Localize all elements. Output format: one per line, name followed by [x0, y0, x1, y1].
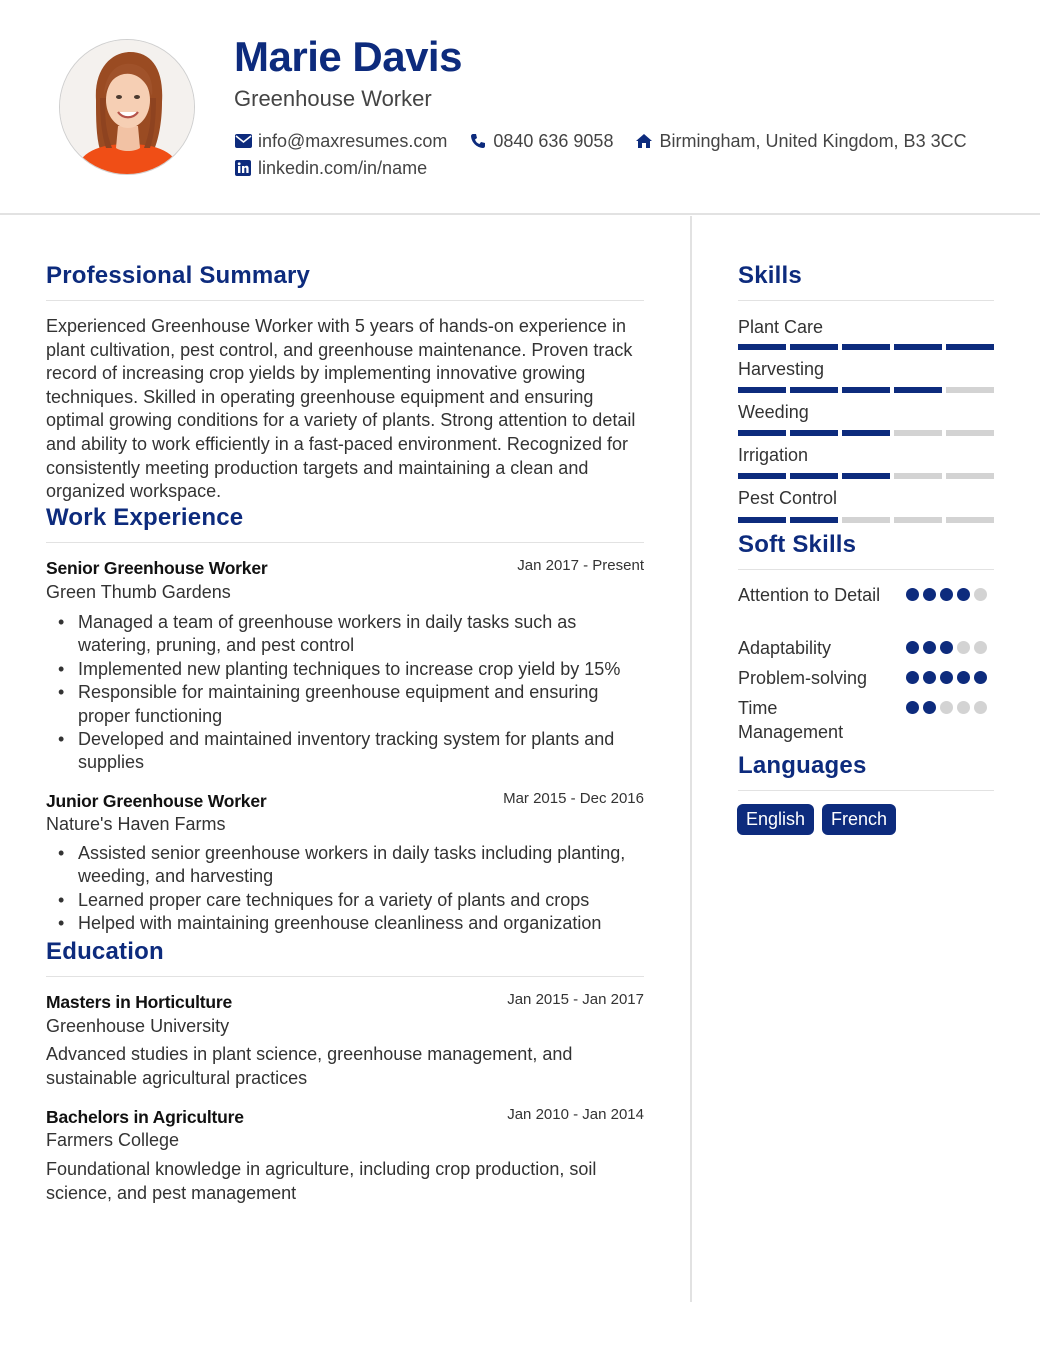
skill-name: Weeding [738, 402, 809, 422]
rating-dot [906, 588, 919, 601]
rating-dot [957, 671, 970, 684]
rating-dot [974, 588, 987, 601]
skill-level-segment [842, 387, 890, 393]
linkedin-icon [234, 159, 252, 177]
experience-heading: Work Experience [46, 504, 244, 531]
languages-heading: Languages [738, 752, 867, 779]
job-bullet: • Developed and maintained inventory tracking system for plants and supplies [46, 728, 636, 775]
skill-level-segment [738, 430, 786, 436]
soft-skill-name: Time Management [738, 698, 844, 742]
soft-skill-name: Attention to Detail [738, 585, 881, 605]
degree-title: Masters in Horticulture [46, 992, 232, 1012]
rating-dot [957, 701, 970, 714]
skill-level-segment [790, 387, 838, 393]
home-icon [635, 132, 653, 150]
skill-level-segment [894, 430, 942, 436]
skill-level-segment [738, 517, 786, 523]
rating-dot [940, 701, 953, 714]
rating-dot [906, 641, 919, 654]
summary-heading: Professional Summary [46, 262, 311, 289]
rating-dot [957, 588, 970, 601]
rating-dot [974, 701, 987, 714]
rating-dot [974, 671, 987, 684]
skill-level-segment [790, 517, 838, 523]
rating-dot [906, 701, 919, 714]
job-company: Nature's Haven Farms [46, 814, 226, 834]
contact-row-secondary [234, 157, 449, 179]
soft-skills-heading: Soft Skills [738, 531, 857, 558]
rating-dot [923, 671, 936, 684]
skill-level-segment [946, 387, 994, 393]
degree-description: Advanced studies in plant science, greenhouse management, and sustainable agricultural practices [46, 1044, 573, 1088]
job-bullet-list [46, 842, 636, 936]
skill-level-segment [738, 387, 786, 393]
skill-level-segment [946, 430, 994, 436]
job-bullet: • Managed a team of greenhouse workers in daily tasks such as watering, pruning, and pest control [46, 611, 636, 658]
soft-skill-rating [906, 671, 987, 684]
degree-dates: Jan 2010 - Jan 2014 [507, 1106, 644, 1123]
language-tags [737, 804, 896, 835]
contact-location [635, 130, 966, 152]
skill-level-segment [894, 387, 942, 393]
soft-skill-rating [906, 588, 987, 601]
job-title: Junior Greenhouse Worker [46, 791, 267, 811]
rating-dot [923, 588, 936, 601]
rating-dot [923, 701, 936, 714]
skill-level-segment [790, 430, 838, 436]
column-divider [690, 216, 692, 1302]
soft-skill-rating [906, 641, 987, 654]
contact-linkedin[interactable] [234, 157, 427, 179]
skill-level-segment [842, 430, 890, 436]
degree-description: Foundational knowledge in agriculture, including crop production, soil science, and pest management [46, 1159, 597, 1203]
contact-email[interactable] [234, 130, 447, 152]
job-bullet: • Responsible for maintaining greenhouse equipment and ensuring proper functioning [46, 681, 636, 728]
job-bullet: • Assisted senior greenhouse workers in daily tasks including planting, weeding, and harvesting [46, 842, 636, 889]
job-bullet-list [46, 611, 636, 775]
degree-title: Bachelors in Agriculture [46, 1107, 244, 1127]
skill-level-segment [894, 344, 942, 350]
candidate-name: Marie Davis [234, 33, 462, 80]
job-dates: Jan 2017 - Present [517, 557, 644, 574]
contact-row-primary [234, 130, 989, 152]
envelope-icon [234, 132, 252, 150]
soft-skill-name: Adaptability [738, 638, 832, 658]
skill-level-segment [894, 517, 942, 523]
job-bullet: • Learned proper care techniques for a variety of plants and crops [46, 889, 636, 912]
summary-rule [46, 300, 644, 301]
skills-heading: Skills [738, 262, 802, 289]
skill-level-segment [946, 473, 994, 479]
skill-level-bar [738, 473, 994, 479]
rating-dot [940, 641, 953, 654]
soft-skills-rule [738, 569, 994, 570]
contact-phone[interactable] [469, 130, 613, 152]
skill-level-segment [738, 344, 786, 350]
phone-text: 0840 636 9058 [493, 131, 614, 151]
rating-dot [906, 671, 919, 684]
skill-name: Irrigation [738, 445, 809, 465]
rating-dot [923, 641, 936, 654]
education-heading: Education [46, 938, 164, 965]
job-company: Green Thumb Gardens [46, 582, 231, 602]
skill-level-bar [738, 387, 994, 393]
soft-skill-rating [906, 701, 987, 714]
skill-level-segment [946, 517, 994, 523]
skill-level-segment [842, 517, 890, 523]
experience-rule [46, 542, 644, 543]
summary-text: Experienced Greenhouse Worker with 5 years of hands-on experience in plant cultivation, pest control, and greenhouse maintenance. Proven track record of increasing crop yields by implementing innovative growing techniques. Skilled in operating greenhouse equipment and ensuring optimal growing conditions for a variety of plants. Strong attention to detail and ability to work efficiently in a fast-paced environment. Recognized for consistently meeting production targets and maintaining a clean and organized workspace. [46, 316, 636, 502]
skill-name: Pest Control [738, 488, 838, 508]
skill-level-bar [738, 430, 994, 436]
job-title: Senior Greenhouse Worker [46, 558, 268, 578]
email-text: info@maxresumes.com [258, 131, 448, 151]
profile-photo [59, 39, 195, 175]
soft-skill-name: Problem-solving [738, 668, 868, 688]
skill-level-segment [790, 344, 838, 350]
degree-school: Farmers College [46, 1130, 180, 1150]
languages-rule [738, 790, 994, 791]
location-text: Birmingham, United Kingdom, B3 3CC [659, 131, 967, 151]
skill-level-segment [842, 344, 890, 350]
skill-name: Plant Care [738, 317, 824, 337]
skill-level-segment [894, 473, 942, 479]
job-dates: Mar 2015 - Dec 2016 [503, 790, 644, 807]
skill-level-segment [842, 473, 890, 479]
education-rule [46, 976, 644, 977]
rating-dot [974, 641, 987, 654]
job-bullet: • Implemented new planting techniques to increase crop yield by 15% [46, 658, 636, 681]
skill-level-segment [738, 473, 786, 479]
candidate-title: Greenhouse Worker [234, 86, 432, 111]
skill-level-segment [946, 344, 994, 350]
linkedin-text: linkedin.com/in/name [258, 158, 428, 178]
skill-level-bar [738, 517, 994, 523]
job-bullet: • Helped with maintaining greenhouse cleanliness and organization [46, 912, 636, 935]
profile-photo-illustration [60, 40, 195, 175]
phone-icon [469, 132, 487, 150]
rating-dot [940, 588, 953, 601]
skills-rule [738, 300, 994, 301]
skill-level-segment [790, 473, 838, 479]
skill-name: Harvesting [738, 359, 825, 379]
language-tag: French [822, 804, 896, 835]
language-tag: English [737, 804, 814, 835]
resume-header [0, 0, 1040, 215]
degree-dates: Jan 2015 - Jan 2017 [507, 991, 644, 1008]
degree-school: Greenhouse University [46, 1016, 230, 1036]
rating-dot [940, 671, 953, 684]
rating-dot [957, 641, 970, 654]
skill-level-bar [738, 344, 994, 350]
